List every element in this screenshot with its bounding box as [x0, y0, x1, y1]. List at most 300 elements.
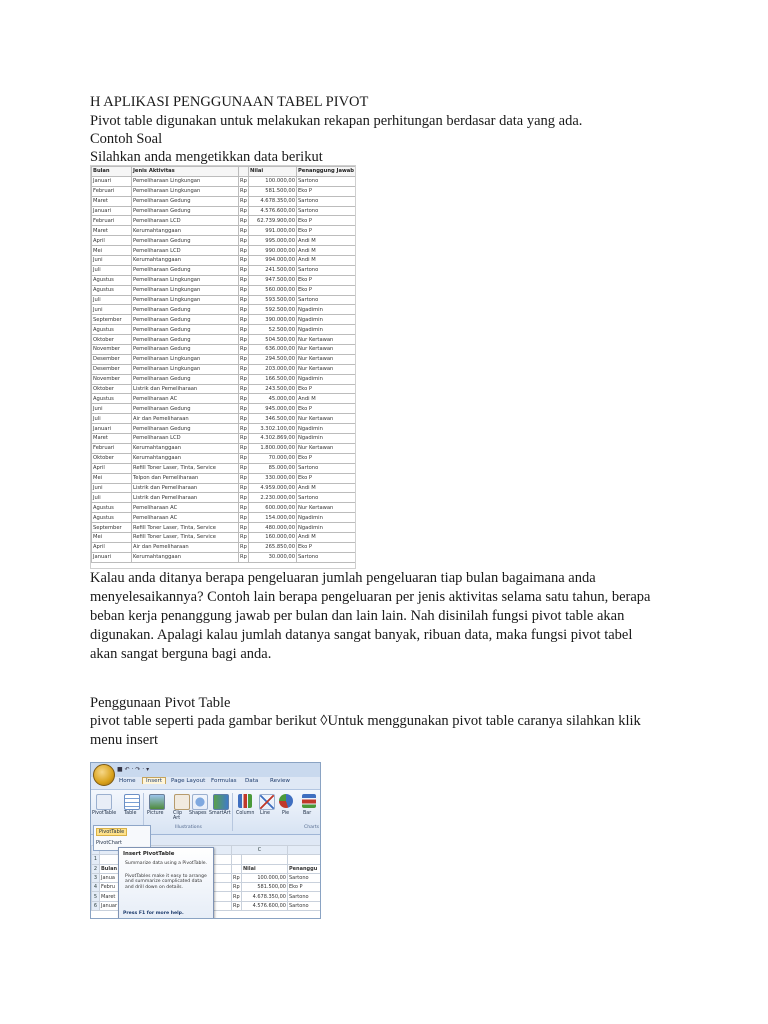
cell-bulan: Mei — [92, 532, 132, 542]
cell-currency: Rp — [240, 514, 247, 521]
table-row — [92, 295, 356, 305]
cell-nilai: 4.302.869,00 — [249, 434, 297, 444]
cell-penanggung-jawab: Eko P — [297, 384, 356, 394]
cell-bulan: Desember — [92, 364, 132, 374]
data-table — [91, 166, 356, 563]
tab-data[interactable]: Data — [245, 778, 259, 784]
table-row — [92, 236, 356, 246]
cell-currency: Rp — [240, 356, 247, 363]
table-row — [92, 552, 356, 562]
menu-item-pivotchart[interactable]: PivotChart — [96, 840, 123, 846]
cell-bulan: Januari — [92, 424, 132, 434]
table-row — [92, 483, 356, 493]
grid-cell[interactable]: Febru — [100, 883, 122, 892]
table-row — [92, 532, 356, 542]
table-row — [92, 414, 356, 424]
cell-currency: Rp — [240, 504, 247, 511]
cell-penanggung-jawab: Nur Kertawan — [297, 335, 356, 345]
grid-cell[interactable]: 581.500,00 — [242, 883, 288, 892]
cell-bulan: April — [92, 542, 132, 552]
cell-bulan: Februari — [92, 216, 132, 226]
cell-currency: Rp — [240, 544, 247, 551]
row-header[interactable]: 6 — [92, 901, 100, 910]
paragraph-line: pivot table seperti pada gambar berikut ◊Untuk menggunakan pivot table caranya silahkan klik — [90, 713, 641, 729]
cell-currency: Rp — [240, 198, 247, 205]
paragraph-line: menyelesaikannya? Contoh lain berapa pengeluaran per jenis aktivitas selama satu tahun, berapa — [90, 589, 651, 605]
cell-currency: Rp — [240, 395, 247, 402]
cell-penanggung-jawab: Nur Kertawan — [297, 503, 356, 513]
cell-penanggung-jawab: Sartono — [297, 176, 356, 186]
cell-jenis-aktivitas: Pemeliharaan Lingkungan — [132, 186, 239, 196]
cell-nilai: 241.500,00 — [249, 265, 297, 275]
cell-bulan: Agustus — [92, 325, 132, 335]
table-row — [92, 384, 356, 394]
tooltip-line: Summarize data using a PivotTable. — [125, 861, 208, 866]
column-chart-icon[interactable] — [238, 794, 252, 808]
cell-nilai: 100.000,00 — [249, 176, 297, 186]
picture-icon[interactable] — [149, 794, 165, 810]
cell-nilai: 346.500,00 — [249, 414, 297, 424]
table-row — [92, 246, 356, 256]
cell-penanggung-jawab: Eko P — [297, 542, 356, 552]
pivot-usage-heading: Penggunaan Pivot Table — [90, 695, 231, 711]
grid-cell[interactable]: Janua — [100, 873, 122, 882]
table-row — [92, 305, 356, 315]
cell-bulan: Juli — [92, 265, 132, 275]
cell-currency: Rp — [240, 554, 247, 561]
picture-button-label[interactable]: Picture — [147, 811, 164, 816]
table-row — [92, 374, 356, 384]
cell-currency: Rp — [240, 484, 247, 491]
cell-nilai: 166.500,00 — [249, 374, 297, 384]
cell-penanggung-jawab: Sartono — [297, 295, 356, 305]
cell-penanggung-jawab: Nur Kertawan — [297, 414, 356, 424]
table-row — [92, 335, 356, 345]
cell-bulan: November — [92, 374, 132, 384]
intro-text: Pivot table digunakan untuk melakukan rekapan perhitungan berdasar data yang ada. — [90, 113, 583, 129]
grid-cell[interactable] — [232, 855, 242, 864]
cell-bulan: Agustus — [92, 503, 132, 513]
pivottable-button-label[interactable]: PivotTable — [92, 811, 117, 816]
cell-bulan: November — [92, 345, 132, 355]
cell-nilai: 560.000,00 — [249, 285, 297, 295]
grid-cell[interactable]: Sartono — [288, 873, 322, 882]
cell-nilai: 945.000,00 — [249, 404, 297, 414]
cell-jenis-aktivitas: Pemeliharaan Gedung — [132, 404, 239, 414]
cell-currency: Rp — [240, 326, 247, 333]
cell-jenis-aktivitas: Pemeliharaan Gedung — [132, 315, 239, 325]
cell-jenis-aktivitas: Listrik dan Pemeliharaan — [132, 384, 239, 394]
cell-bulan: September — [92, 315, 132, 325]
cell-bulan: Maret — [92, 434, 132, 444]
cell-jenis-aktivitas: Pemeliharaan Gedung — [132, 196, 239, 206]
tab-formulas[interactable]: Formulas — [211, 778, 237, 784]
grid-cell[interactable]: Nilai — [242, 864, 288, 873]
row-header[interactable]: 2 — [92, 864, 100, 873]
tab-review[interactable]: Review — [270, 778, 290, 784]
cell-nilai: 480.000,00 — [249, 523, 297, 533]
table-row — [92, 424, 356, 434]
cell-penanggung-jawab: Andi M — [297, 256, 356, 266]
cell-penanggung-jawab: Ngadimin — [297, 513, 356, 523]
office-button-icon — [93, 764, 115, 786]
tooltip-line: PivotTables make it easy to arrange and summarize complicated data and drill down on details. — [125, 874, 207, 890]
cell-nilai: 504.500,00 — [249, 335, 297, 345]
cell-bulan: Juni — [92, 404, 132, 414]
cell-nilai: 85.000,00 — [249, 463, 297, 473]
cell-jenis-aktivitas: Pemeliharaan Gedung — [132, 424, 239, 434]
table-row — [92, 325, 356, 335]
cell-penanggung-jawab: Ngadimin — [297, 523, 356, 533]
grid-cell[interactable]: 4.678.350,00 — [242, 892, 288, 901]
cell-penanggung-jawab: Eko P — [297, 186, 356, 196]
table-header-row — [92, 167, 356, 177]
cell-jenis-aktivitas: Pemeliharaan Gedung — [132, 206, 239, 216]
cell-jenis-aktivitas: Pemeliharaan Gedung — [132, 305, 239, 315]
ribbon-separator — [232, 793, 233, 831]
grid-cell[interactable]: Eko P — [288, 883, 322, 892]
cell-jenis-aktivitas: Pemeliharaan AC — [132, 394, 239, 404]
cell-jenis-aktivitas: Listrik dan Pemeliharaan — [132, 483, 239, 493]
table-row — [92, 216, 356, 226]
tab-insert[interactable]: Insert — [142, 777, 166, 784]
cell-penanggung-jawab: Eko P — [297, 404, 356, 414]
header-penanggung-jawab: Penanggung Jawab — [298, 168, 354, 175]
illustrations-group-label: Illustrations — [175, 825, 202, 830]
line-chart-icon[interactable] — [259, 794, 275, 810]
cell-penanggung-jawab: Nur Kertawan — [297, 345, 356, 355]
cell-jenis-aktivitas: Pemeliharaan LCD — [132, 216, 239, 226]
header-bulan: Bulan — [92, 167, 132, 177]
cell-nilai: 995.000,00 — [249, 236, 297, 246]
cell-jenis-aktivitas: Kerumahtanggaan — [132, 443, 239, 453]
cell-nilai: 203.000,00 — [249, 364, 297, 374]
cell-currency: Rp — [240, 267, 247, 274]
cell-jenis-aktivitas: Pemeliharaan Gedung — [132, 335, 239, 345]
cell-currency: Rp — [240, 217, 247, 224]
table-row — [92, 186, 356, 196]
data-table-image — [90, 165, 356, 569]
bar-chart-icon[interactable] — [302, 794, 316, 808]
clip-art-icon[interactable] — [174, 794, 190, 810]
cell-jenis-aktivitas: Pemeliharaan AC — [132, 513, 239, 523]
row-header[interactable]: 1 — [92, 855, 100, 864]
cell-bulan: Mei — [92, 473, 132, 483]
cell-penanggung-jawab: Ngadimin — [297, 434, 356, 444]
cell-currency: Rp — [240, 237, 247, 244]
grid-cell[interactable]: Sartono — [288, 901, 322, 910]
cell-currency: Rp — [240, 336, 247, 343]
smartart-icon[interactable] — [213, 794, 229, 810]
grid-cell[interactable]: Rp — [233, 893, 240, 900]
quick-access-toolbar: ■ ↶ · ↷ · ▾ — [117, 766, 150, 773]
tooltip-help-text: Press F1 for more help. — [123, 911, 184, 916]
row-header[interactable]: 3 — [92, 873, 100, 882]
cell-bulan: Oktober — [92, 453, 132, 463]
row-header[interactable]: 5 — [92, 892, 100, 901]
cell-jenis-aktivitas: Telpon dan Pemeliharaan — [132, 473, 239, 483]
cell-nilai: 947.500,00 — [249, 275, 297, 285]
paragraph-line: digunakan. Apalagi kalau jumlah datanya sangat banyak, ribuan data, maka fungsi pivot tabel — [90, 627, 633, 643]
cell-bulan: Februari — [92, 443, 132, 453]
cell-currency: Rp — [240, 208, 247, 214]
cell-penanggung-jawab: Andi M — [297, 246, 356, 256]
cell-currency: Rp — [240, 475, 247, 482]
cell-jenis-aktivitas: Pemeliharaan Lingkungan — [132, 275, 239, 285]
smartart-button-label[interactable]: SmartArt — [209, 811, 231, 816]
cell-penanggung-jawab: Ngadimin — [297, 325, 356, 335]
menu-item-pivottable[interactable]: PivotTable — [96, 828, 127, 836]
cell-jenis-aktivitas: Pemeliharaan LCD — [132, 434, 239, 444]
header-jenis-aktivitas: Jenis Aktivitas — [132, 167, 239, 177]
grid-cell[interactable] — [232, 864, 242, 873]
excel-insert-screenshot — [90, 762, 321, 919]
pivot-usage-text — [90, 712, 730, 750]
table-row — [92, 345, 356, 355]
cell-currency: Rp — [240, 494, 247, 501]
cell-bulan: Februari — [92, 186, 132, 196]
cell-nilai: 4.576.600,00 — [249, 206, 297, 216]
cell-penanggung-jawab: Eko P — [297, 216, 356, 226]
table-row — [92, 493, 356, 503]
table-icon[interactable] — [124, 794, 140, 810]
grid-cell[interactable]: Januar — [100, 901, 122, 910]
column-button-label[interactable]: Column — [236, 811, 255, 816]
cell-penanggung-jawab: Sartono — [297, 265, 356, 275]
grid-cell[interactable]: Maret — [100, 892, 122, 901]
tab-page-layout[interactable]: Page Layout — [171, 778, 206, 784]
grid-cell[interactable]: 100.000,00 — [242, 873, 288, 882]
cell-currency: Rp — [240, 445, 247, 452]
cell-penanggung-jawab: Eko P — [297, 285, 356, 295]
grid-cell[interactable]: 4.576.600,00 — [242, 901, 288, 910]
cell-currency: Rp — [240, 376, 247, 383]
cell-penanggung-jawab: Ngadimin — [297, 315, 356, 325]
cell-jenis-aktivitas: Refill Toner Laser, Tinta, Service — [132, 523, 239, 533]
cell-jenis-aktivitas: Listrik dan Pemeliharaan — [132, 493, 239, 503]
cell-nilai: 45.000,00 — [249, 394, 297, 404]
grid-cell[interactable] — [242, 855, 288, 864]
cell-nilai: 30.000,00 — [249, 552, 297, 562]
grid-cell[interactable]: Penanggu — [288, 864, 322, 873]
cell-currency: Rp — [240, 297, 247, 304]
grid-cell[interactable] — [288, 855, 322, 864]
cell-currency: Rp — [240, 386, 247, 393]
cell-nilai: 294.500,00 — [249, 354, 297, 364]
pie-button-label[interactable]: Pie — [282, 811, 290, 816]
cell-bulan: Juli — [92, 414, 132, 424]
cell-currency: Rp — [240, 455, 247, 462]
cell-jenis-aktivitas: Kerumahtanggaan — [132, 453, 239, 463]
cell-nilai: 1.800.000,00 — [249, 443, 297, 453]
cell-penanggung-jawab: Eko P — [297, 226, 356, 236]
cell-bulan: Mei — [92, 246, 132, 256]
cell-bulan: Juni — [92, 483, 132, 493]
cell-bulan: Oktober — [92, 335, 132, 345]
cell-bulan: Agustus — [92, 275, 132, 285]
cell-currency: Rp — [240, 227, 247, 234]
cell-currency: Rp — [240, 415, 247, 422]
cell-jenis-aktivitas: Kerumahtanggaan — [132, 552, 239, 562]
cell-jenis-aktivitas: Kerumahtanggaan — [132, 256, 239, 266]
shapes-icon[interactable] — [192, 794, 208, 810]
cell-currency: Rp — [240, 534, 247, 541]
cell-currency: Rp — [240, 405, 247, 412]
cell-bulan: Juli — [92, 493, 132, 503]
cell-jenis-aktivitas: Pemeliharaan Lingkungan — [132, 354, 239, 364]
table-row — [92, 523, 356, 533]
cell-nilai: 154.000,00 — [249, 513, 297, 523]
bar-button-label[interactable]: Bar — [303, 811, 312, 816]
cell-jenis-aktivitas: Pemeliharaan Gedung — [132, 236, 239, 246]
shapes-button-label[interactable]: Shapes — [189, 811, 207, 816]
insert-pivottable-tooltip — [118, 847, 214, 919]
cell-jenis-aktivitas: Pemeliharaan Gedung — [132, 265, 239, 275]
cell-jenis-aktivitas: Pemeliharaan Gedung — [132, 325, 239, 335]
cell-bulan: Desember — [92, 354, 132, 364]
cell-bulan: Januari — [92, 206, 132, 216]
pie-chart-icon[interactable] — [279, 794, 293, 808]
table-row — [92, 275, 356, 285]
cell-bulan: Maret — [92, 226, 132, 236]
row-header[interactable]: 4 — [92, 883, 100, 892]
cell-penanggung-jawab: Eko P — [297, 473, 356, 483]
table-button-label[interactable]: Table — [124, 811, 137, 816]
explanation-paragraph — [90, 569, 730, 664]
cell-nilai: 3.302.100,00 — [249, 424, 297, 434]
header-nilai: Nilai — [249, 167, 297, 177]
cell-penanggung-jawab: Nur Kertawan — [297, 443, 356, 453]
column-header-c[interactable]: C — [232, 846, 288, 855]
cell-currency: Rp — [240, 316, 247, 323]
cell-jenis-aktivitas: Pemeliharaan Gedung — [132, 374, 239, 384]
cell-penanggung-jawab: Sartono — [297, 552, 356, 562]
cell-currency: Rp — [240, 188, 247, 195]
cell-penanggung-jawab: Eko P — [297, 453, 356, 463]
cell-nilai: 62.739.900,00 — [249, 216, 297, 226]
table-row — [92, 256, 356, 266]
cell-penanggung-jawab: Andi M — [297, 394, 356, 404]
cell-currency: Rp — [240, 257, 247, 264]
table-row — [92, 285, 356, 295]
cell-nilai: 991.000,00 — [249, 226, 297, 236]
cell-jenis-aktivitas: Pemeliharaan Lingkungan — [132, 285, 239, 295]
cell-penanggung-jawab: Andi M — [297, 532, 356, 542]
instruction-text: Silahkan anda mengetikkan data berikut — [90, 149, 323, 165]
cell-bulan: Agustus — [92, 285, 132, 295]
cell-nilai: 636.000,00 — [249, 345, 297, 355]
table-row — [92, 206, 356, 216]
table-row — [92, 226, 356, 236]
cell-penanggung-jawab: Sartono — [297, 463, 356, 473]
cell-currency: Rp — [240, 425, 247, 432]
cell-nilai: 4.959.000,00 — [249, 483, 297, 493]
cell-penanggung-jawab: Andi M — [297, 483, 356, 493]
cell-bulan: Juni — [92, 305, 132, 315]
page-title: H APLIKASI PENGGUNAAN TABEL PIVOT — [90, 94, 369, 110]
cell-jenis-aktivitas: Refill Toner Laser, Tinta, Service — [132, 463, 239, 473]
cell-nilai: 390.000,00 — [249, 315, 297, 325]
line-button-label[interactable]: Line — [260, 811, 270, 816]
cell-bulan: September — [92, 523, 132, 533]
cell-jenis-aktivitas: Pemeliharaan AC — [132, 503, 239, 513]
cell-nilai: 330.000,00 — [249, 473, 297, 483]
cell-currency: Rp — [240, 178, 247, 185]
cell-nilai: 990.000,00 — [249, 246, 297, 256]
paragraph-line: menu insert — [90, 732, 159, 748]
cell-nilai: 52.500,00 — [249, 325, 297, 335]
clip-art-button-label[interactable]: Clip Art — [173, 811, 183, 821]
table-row — [92, 394, 356, 404]
cell-penanggung-jawab: Nur Kertawan — [297, 364, 356, 374]
cell-bulan: Juli — [92, 295, 132, 305]
cell-bulan: Oktober — [92, 384, 132, 394]
cell-jenis-aktivitas: Pemeliharaan Lingkungan — [132, 176, 239, 186]
cell-jenis-aktivitas: Air dan Pemeliharaan — [132, 414, 239, 424]
table-row — [92, 434, 356, 444]
grid-cell[interactable]: Rp — [233, 875, 240, 882]
example-heading: Contoh Soal — [90, 131, 163, 147]
cell-currency: Rp — [240, 465, 247, 472]
grid-cell[interactable]: Rp — [233, 902, 240, 909]
cell-currency: Rp — [240, 435, 247, 442]
cell-bulan: Maret — [92, 196, 132, 206]
table-row — [92, 315, 356, 325]
tooltip-title: Insert PivotTable — [123, 851, 175, 857]
cell-bulan: Agustus — [92, 394, 132, 404]
ribbon-tabs — [115, 777, 321, 789]
table-row — [92, 364, 356, 374]
cell-currency: Rp — [240, 247, 247, 254]
cell-jenis-aktivitas: Refill Toner Laser, Tinta, Service — [132, 532, 239, 542]
cell-penanggung-jawab: Nur Kertawan — [297, 354, 356, 364]
cell-nilai: 243.500,00 — [249, 384, 297, 394]
cell-bulan: April — [92, 236, 132, 246]
cell-penanggung-jawab: Ngadimin — [297, 374, 356, 384]
cell-currency: Rp — [240, 524, 247, 531]
cell-currency: Rp — [240, 277, 247, 284]
cell-currency: Rp — [240, 366, 247, 373]
cell-bulan: Januari — [92, 176, 132, 186]
table-row — [92, 404, 356, 414]
cell-currency: Rp — [240, 346, 247, 353]
cell-bulan: Agustus — [92, 513, 132, 523]
cell-bulan: Januari — [92, 552, 132, 562]
grid-cell[interactable]: Bulan — [100, 864, 122, 873]
cell-nilai: 994.000,00 — [249, 256, 297, 266]
cell-nilai: 592.500,00 — [249, 305, 297, 315]
cell-penanggung-jawab: Sartono — [297, 493, 356, 503]
cell-nilai: 581.500,00 — [249, 186, 297, 196]
table-row — [92, 443, 356, 453]
table-row — [92, 265, 356, 275]
grid-cell[interactable]: Rp — [233, 884, 240, 891]
cell-jenis-aktivitas: Pemeliharaan Lingkungan — [132, 364, 239, 374]
grid-cell[interactable]: Sartono — [288, 892, 322, 901]
tab-home[interactable]: Home — [119, 778, 136, 784]
cell-penanggung-jawab: Ngadimin — [297, 424, 356, 434]
table-row — [92, 473, 356, 483]
cell-jenis-aktivitas: Pemeliharaan LCD — [132, 246, 239, 256]
table-row — [92, 513, 356, 523]
cell-nilai: 70.000,00 — [249, 453, 297, 463]
charts-group-label: Charts — [304, 825, 320, 830]
cell-nilai: 265.850,00 — [249, 542, 297, 552]
pivottable-icon[interactable] — [96, 794, 112, 810]
header-currency — [239, 167, 249, 177]
cell-currency: Rp — [240, 287, 247, 294]
cell-nilai: 600.000,00 — [249, 503, 297, 513]
